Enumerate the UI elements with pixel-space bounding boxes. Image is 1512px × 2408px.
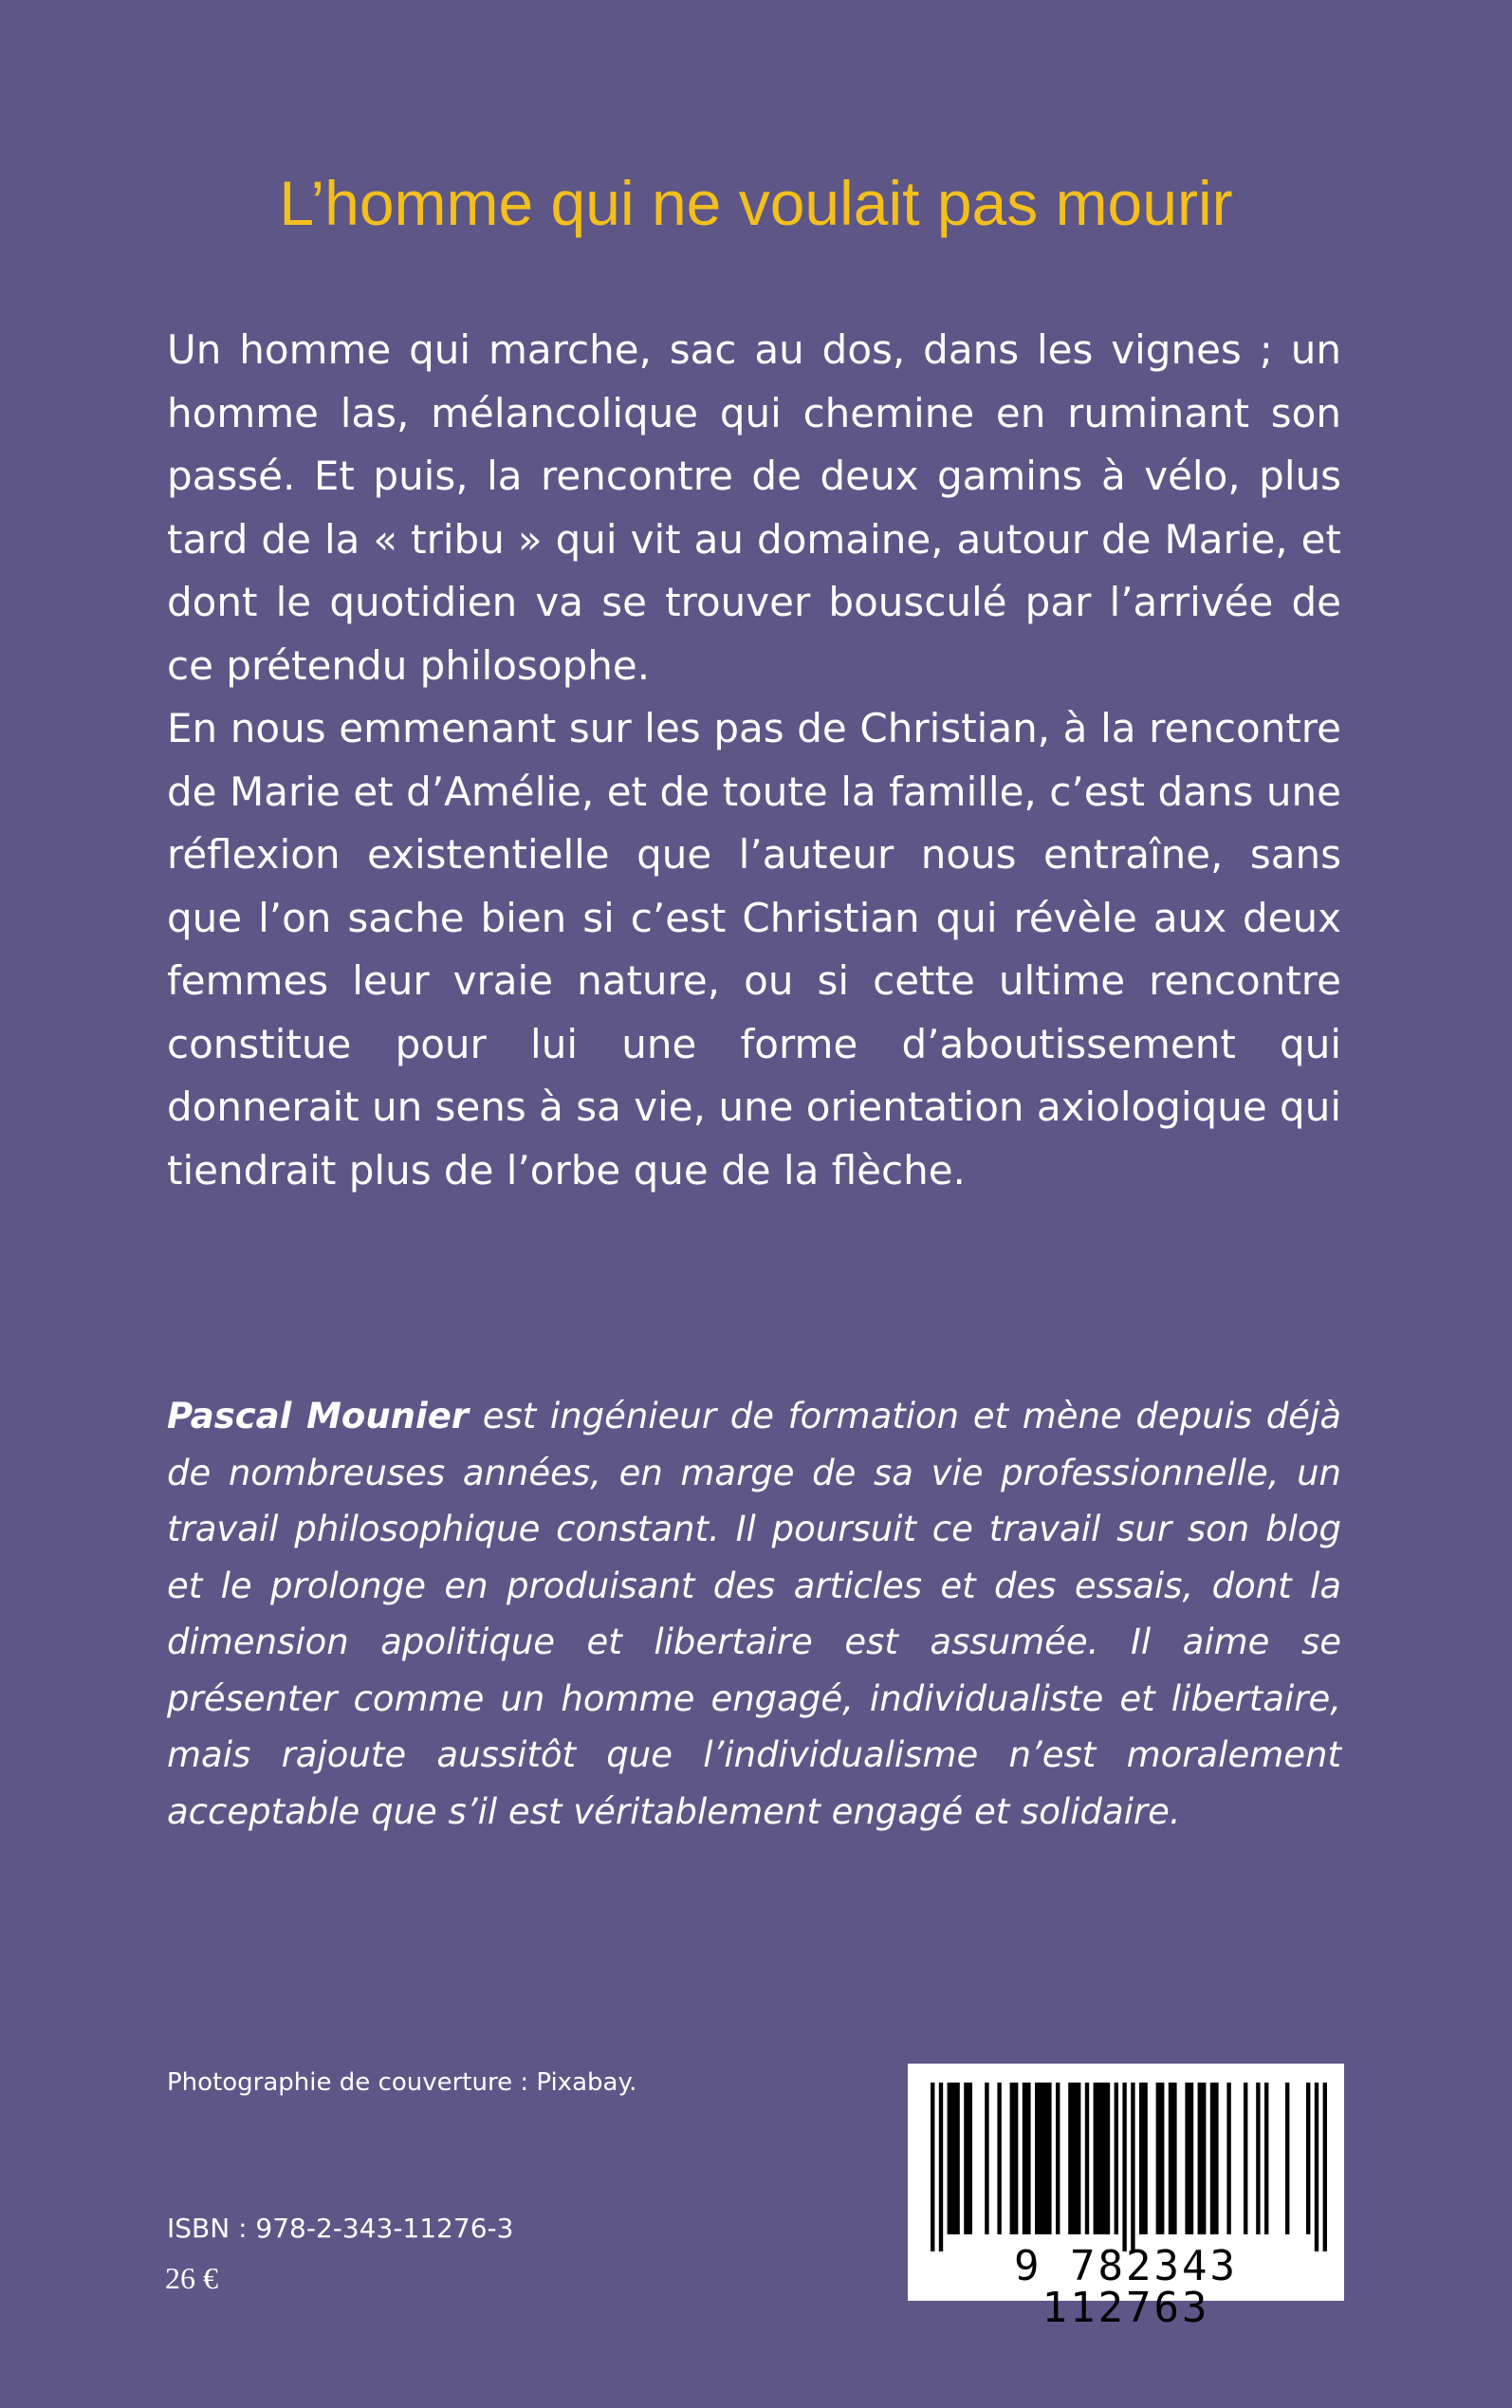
barcode-bar [1244,2083,1247,2234]
barcode-bar [931,2083,934,2251]
barcode-bar [939,2083,943,2251]
barcode-bar [1139,2083,1148,2234]
barcode-bar [1323,2083,1327,2251]
barcode-bar [985,2083,988,2234]
photo-credit: Photographie de couverture : Pixabay. [167,2068,637,2097]
barcode-bar [1256,2083,1260,2234]
barcode-bar [1068,2083,1080,2234]
barcode-bar [1056,2083,1060,2234]
barcode-bar [1115,2083,1118,2234]
barcode-bar [1226,2083,1230,2234]
barcode-bar [1156,2083,1165,2234]
barcode-bar [1122,2083,1126,2251]
barcode-bar [997,2083,1001,2234]
barcode-bar [1010,2083,1019,2234]
summary-paragraph-2: En nous emmenant sur les pas de Christian, à la rencontre de Marie et d’Amélie, et de toute la famille, c’est dans une réflexion existentielle que l’auteur nous entraîne, sans que l’on sache bien si c’est Christian qui révèle aux deux femmes leur vraie nature, ou si cette ultime rencontre constitue pour lui une forme d’aboutissement qui donnerait un sens à sa vie, une orientation axiologique qui tiendrait plus de l’orbe que de la flèche. [167,705,1341,1194]
barcode-bar [1198,2083,1207,2234]
barcode-bar [1185,2083,1193,2234]
barcode-bar [1169,2083,1177,2234]
barcode-bar [1035,2083,1052,2234]
barcode-bar [948,2083,960,2234]
price: 26 € [165,2261,218,2295]
barcode [908,2064,1344,2332]
barcode-bar [1094,2083,1111,2234]
book-summary [167,319,1341,1202]
barcode-bar [1085,2083,1089,2234]
book-title: L’homme qui ne voulait pas mourir [279,168,1233,238]
barcode-bar [1264,2083,1268,2234]
author-bio-text: est ingénieur de formation et mène depuis déjà de nombreuses années, en marge de sa vie professionnelle, un travail philosophique constant. Il poursuit ce travail sur son blog et le prolonge en produisant des articles et des essais, dont la dimension apolitique et libertaire est assumée. Il aime se présenter comme un homme engagé, individualiste et libertaire, mais rajoute aussitôt que l’individualisme n’est moralement acceptable que s’il est véritablement engagé et solidaire. [167,1396,1341,1832]
barcode-bar [1131,2083,1134,2251]
author-bio [167,1388,1341,1840]
author-name: Pascal Mounier [167,1396,470,1436]
barcode-bar [1306,2083,1310,2234]
barcode-bar [964,2083,972,2234]
isbn: ISBN : 978-2-343-11276-3 [167,2213,514,2244]
barcode-bar [1285,2083,1289,2234]
summary-paragraph-1: Un homme qui marche, sac au dos, dans les vignes ; un homme las, mélancolique qui chemine en ruminant son passé. Et puis, la rencontre de deux gamins à vélo, plus tard de la « tribu » qui vit au domaine, autour de Marie, et dont le quotidien va se trouver bousculé par l’arrivée de ce prétendu philosophe. [167,326,1341,689]
barcode-bar [1210,2083,1219,2234]
barcode-digits: 9 782343 112763 [1014,2242,1238,2332]
barcode-bar [1023,2083,1031,2234]
barcode-bar [1315,2083,1318,2251]
